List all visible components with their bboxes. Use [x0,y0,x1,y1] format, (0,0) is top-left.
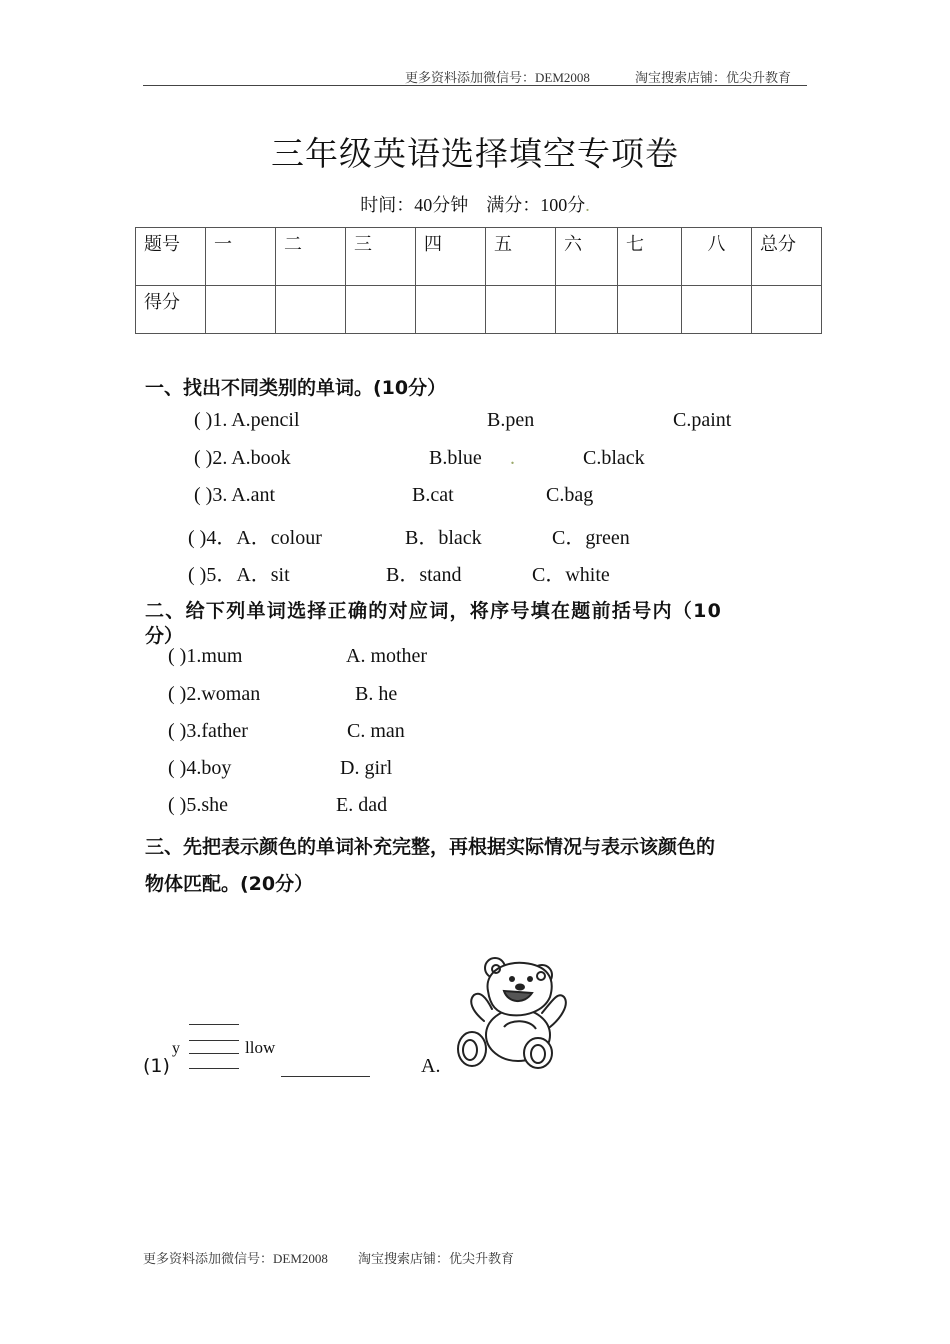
question-stem: ( )4．A．colour [188,527,322,549]
score-input-cell[interactable] [346,286,416,334]
match-left: ( )4.boy [168,757,232,779]
table-cell: 三 [346,228,416,286]
option-c: C.paint [673,409,732,431]
decorative-dot: . [585,195,590,215]
bear-icon [450,955,570,1071]
score-input-cell[interactable] [556,286,618,334]
table-cell: 题号 [136,228,206,286]
word-suffix: llow [245,1038,276,1057]
score-input-cell[interactable] [206,286,276,334]
page-title: 三年级英语选择填空专项卷 [271,134,679,173]
match-left: ( )2.woman [168,683,261,705]
score-input-cell[interactable] [486,286,556,334]
letter-blank[interactable] [189,1040,239,1041]
header-rule [143,85,807,86]
match-left: ( )5.she [168,794,228,816]
letter-blank[interactable] [189,1068,239,1069]
header-shop: 淘宝搜索店铺：优尖升教育 [635,70,792,85]
exam-info [0,191,950,217]
option-a-label: A. [421,1055,441,1077]
match-right: D. girl [340,757,393,779]
section1-heading: 一、找出不同类别的单词。(10分） [145,377,447,399]
table-cell: 总分 [752,228,822,286]
option-c: C.black [583,447,645,469]
match-right: C. man [347,720,405,742]
score-input-cell[interactable] [752,286,822,334]
option-c: C．white [532,564,610,586]
table-cell: 四 [416,228,486,286]
footer-wechat: 更多资料添加微信号：DEM2008 [143,1251,328,1266]
option-b: B．black [405,527,482,549]
option-b: B.pen [487,409,535,431]
score-table [135,227,822,334]
section3-heading-cont: 物体匹配。(20分） [145,873,314,895]
match-right: B. he [355,683,398,705]
letter-blank[interactable] [189,1053,239,1054]
table-cell: 一 [206,228,276,286]
match-left: ( )3.father [168,720,248,742]
table-cell: 八 [682,228,752,286]
table-cell: 得分 [136,286,206,334]
match-right: A. mother [346,645,428,667]
section2-heading: 二、给下列单词选择正确的对应词，将序号填在题前括号内（10 [145,600,723,622]
score-input-cell[interactable] [618,286,682,334]
word-prefix: y [172,1040,180,1057]
option-c: C．green [552,527,630,549]
score-input-cell[interactable] [416,286,486,334]
header-wechat: 更多资料添加微信号：DEM2008 [405,70,590,85]
match-right: E. dad [336,794,388,816]
table-cell: 五 [486,228,556,286]
question-stem: ( )5．A．sit [188,564,290,586]
section3-heading: 三、先把表示颜色的单词补充完整，再根据实际情况与表示该颜色的 [145,836,716,858]
score-input-cell[interactable] [276,286,346,334]
section2-heading-cont: 分） [145,625,184,647]
question-stem: ( )3. A.ant [194,484,276,506]
exam-time: 时间：40分钟 [360,195,469,215]
table-cell: 二 [276,228,346,286]
table-cell: 七 [618,228,682,286]
match-left: ( )1.mum [168,645,243,667]
footer-shop: 淘宝搜索店铺：优尖升教育 [358,1251,515,1266]
question-stem: ( )2. A.book [194,447,291,469]
option-b: B.blue [429,447,482,469]
option-b: B.cat [412,484,454,506]
exam-score: 满分：100分 [486,195,586,215]
answer-blank[interactable] [281,1076,370,1077]
decorative-dot: . [510,447,515,469]
score-input-cell[interactable] [682,286,752,334]
letter-blank[interactable] [189,1024,239,1025]
question-stem: ( )1. A.pencil [194,409,300,431]
table-cell: 六 [556,228,618,286]
item-number: (1) [143,1055,170,1077]
option-c: C.bag [546,484,594,506]
option-b: B．stand [386,564,462,586]
